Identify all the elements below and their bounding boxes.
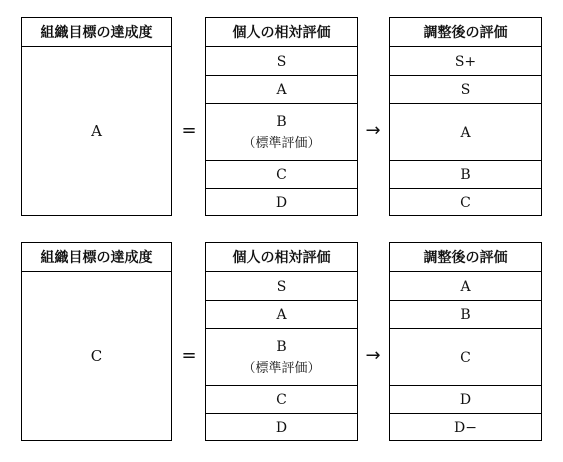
relative-header: 個人の相対評価 — [206, 18, 357, 47]
relative-cell — [206, 188, 357, 216]
adjusted-cell — [390, 385, 541, 414]
relative-grade: B — [276, 338, 287, 355]
adjusted-grade: D — [459, 392, 472, 408]
relative-grade: A — [276, 307, 287, 323]
relative-header: 個人の相対評価 — [206, 243, 357, 272]
adjusted-grade: C — [460, 194, 471, 211]
adjusted-grade: A — [460, 278, 471, 295]
adjusted-cell — [390, 103, 541, 161]
goal-header: 組織目標の達成度 — [22, 18, 171, 47]
relative-grade: D — [275, 419, 288, 436]
adjusted-cell — [390, 75, 541, 104]
adjusted-cell — [390, 328, 541, 386]
relative-cell — [206, 75, 357, 104]
relative-cell-standard — [206, 328, 357, 386]
adjusted-box-2 — [389, 242, 542, 441]
relative-cell — [206, 271, 357, 301]
relative-grade: S — [276, 53, 287, 70]
adjusted-cell — [390, 160, 541, 189]
goal-value: A — [91, 121, 102, 140]
relative-grade: B — [276, 113, 287, 130]
goal-box-2 — [21, 242, 172, 441]
adjusted-cell — [390, 271, 541, 301]
standard-note: （標準評価） — [242, 135, 321, 151]
arrow-sign: → — [365, 345, 381, 366]
relative-box-2 — [205, 242, 358, 441]
adjusted-grade: B — [460, 307, 471, 323]
adjusted-header: 調整後の評価 — [390, 243, 541, 272]
equals-sign: = — [181, 120, 197, 141]
relative-cell — [206, 413, 357, 441]
standard-note: （標準評価） — [242, 360, 321, 376]
relative-cell-standard — [206, 103, 357, 161]
adjusted-grade: A — [460, 124, 471, 141]
relative-grade: S — [276, 278, 287, 295]
adjusted-grade: B — [460, 167, 471, 183]
equals-sign: = — [181, 345, 197, 366]
adjusted-box-1 — [389, 17, 542, 216]
relative-cell — [206, 385, 357, 414]
adjusted-header: 調整後の評価 — [390, 18, 541, 47]
relative-grade: A — [276, 82, 287, 98]
relative-grade: D — [275, 194, 288, 211]
adjusted-grade: S+ — [454, 53, 477, 70]
adjusted-cell — [390, 300, 541, 329]
adjusted-grade: D− — [454, 419, 477, 436]
relative-grade: C — [276, 392, 287, 408]
adjusted-cell — [390, 188, 541, 216]
adjusted-grade: S — [460, 82, 471, 98]
relative-cell — [206, 300, 357, 329]
goal-header: 組織目標の達成度 — [22, 243, 171, 272]
adjusted-cell — [390, 413, 541, 441]
relative-grade: C — [276, 167, 287, 183]
arrow-sign: → — [365, 120, 381, 141]
adjusted-cell — [390, 46, 541, 76]
relative-cell — [206, 46, 357, 76]
goal-value: C — [90, 346, 103, 365]
goal-box-1 — [21, 17, 172, 216]
relative-box-1 — [205, 17, 358, 216]
adjusted-grade: C — [460, 349, 471, 366]
relative-cell — [206, 160, 357, 189]
